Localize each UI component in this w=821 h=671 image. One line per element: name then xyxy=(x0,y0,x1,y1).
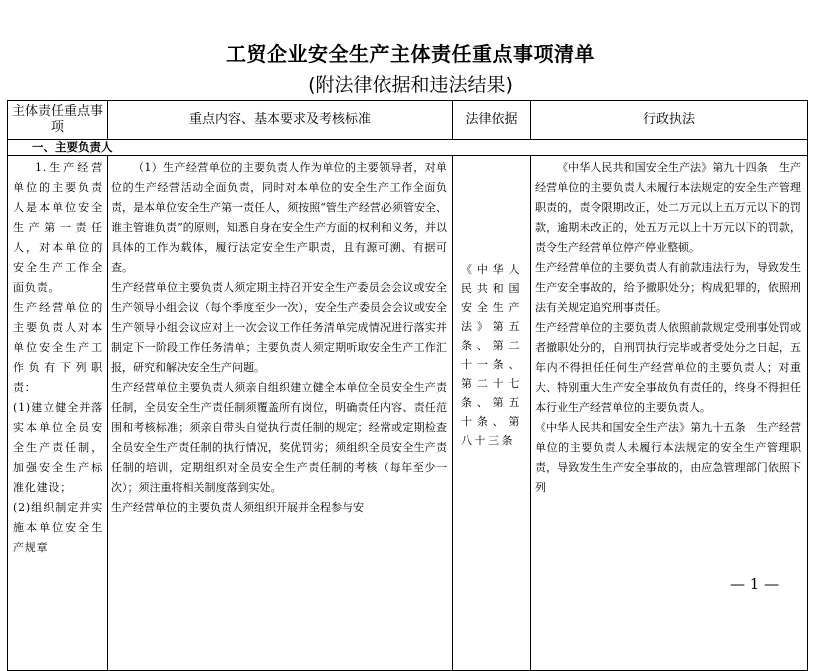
item-paragraph: 1.生产经营单位的主要负责人是本单位安全生产第一责任人，对本单位的安全生产工作全面负责。 xyxy=(13,161,103,294)
content-paragraph: 生产经营单位主要负责人须定期主持召开安全生产委员会会议或安全生产领导小组会议（每个季度至少一次），安全生产委员会会议或安全生产领导小组会议应对上一次会议工作任务清单完成情况进行落实并制定下一阶段工作任务清单；主要负责人须定期听取安全生产工作汇报，研究和解决安全生产问题。 xyxy=(111,281,447,374)
table-row xyxy=(8,156,808,671)
enforcement-paragraph: 《中华人民共和国安全生产法》第九十四条 生产经营单位的主要负责人未履行本法规定的安全生产管理职责的，责令限期改正，处二万元以上五万元以下的罚款，逾期未改正的，处五万元以上十万元以下的罚款，责令生产经营单位停产停业整顿。 xyxy=(535,161,801,254)
item-cell xyxy=(8,156,108,671)
legal-basis-cell xyxy=(453,156,531,671)
header-legal-basis: 法律依据 xyxy=(453,101,531,140)
section-title: 一、主要负责人 xyxy=(8,140,808,156)
enforcement-cell xyxy=(531,156,808,671)
enforcement-paragraph: 生产经营单位的主要负责人依照前款规定受刑事处罚或者撤职处分的，自刑罚执行完毕或者受处分之日起，五年内不得担任任何生产经营单位的主要负责人；对重大、特别重大生产安全事故负有责任的，终身不得担任本行业生产经营单位的主要负责人。 xyxy=(535,321,801,414)
item-paragraph: (2)组织制定并实施本单位安全生产规章 xyxy=(13,501,103,554)
page-subtitle: (附法律依据和违法结果) xyxy=(308,74,513,96)
section-row xyxy=(8,140,808,156)
content-cell xyxy=(108,156,453,671)
page-title: 工贸企业安全生产主体责任重点事项清单 xyxy=(226,42,595,66)
legal-basis-text: 《中华人民共和国安全生产法》第五条、第二十一条、第二十七条、第五十条、第八十三条 xyxy=(461,263,522,447)
enforcement-paragraph: 生产经营单位的主要负责人有前款违法行为，导致发生生产安全事故的，给予撤职处分；构成犯罪的，依照刑法有关规定追究刑事责任。 xyxy=(535,261,801,314)
enforcement-paragraph: 《中华人民共和国安全生产法》第九十五条 生产经营单位的主要负责人未履行本法规定的安全生产管理职责，导致发生生产安全事故的，由应急管理部门依照下列 xyxy=(535,421,801,494)
responsibility-table xyxy=(7,100,808,671)
header-item: 主体责任重点事项 xyxy=(8,101,108,140)
content-paragraph: （1）生产经营单位的主要负责人作为单位的主要领导者，对单位的生产经营活动全面负责，同时对本单位的安全生产工作全面负责，是本单位安全生产第一责任人，须按照“管生产经营必须管安全、谁主管谁负责”的原则，知悉自身在安全生产方面的权利和义务，并以具体的工作为载体，履行法定安全生产职责，且有源可溯、有据可查。 xyxy=(111,161,447,274)
header-enforcement: 行政执法 xyxy=(531,101,808,140)
content-paragraph: 生产经营单位主要负责人须亲自组织建立健全本单位全员安全生产责任制，全员安全生产责任制须覆盖所有岗位，明确责任内容、责任范围和考核标准；须亲自带头自觉执行责任制的规定；经常或定期检查全员安全生产责任制的执行情况，奖优罚劣；须组织全员安全生产责任制的培训，定期组织对全员安全生产责任制的考核（每年至少一次）；须注重将相关制度落到实处。 xyxy=(111,381,447,494)
header-content: 重点内容、基本要求及考核标准 xyxy=(108,101,453,140)
content-paragraph: 生产经营单位的主要负责人须组织开展并全程参与安 xyxy=(111,501,364,514)
item-paragraph: 生产经营单位的主要负责人对本单位安全生产工作负有下列职责： xyxy=(13,301,103,394)
table-header-row xyxy=(8,101,808,140)
item-paragraph: (1)建立健全并落实本单位全员安全生产责任制，加强安全生产标准化建设； xyxy=(13,401,103,494)
page-number: — 1 — xyxy=(730,575,780,593)
